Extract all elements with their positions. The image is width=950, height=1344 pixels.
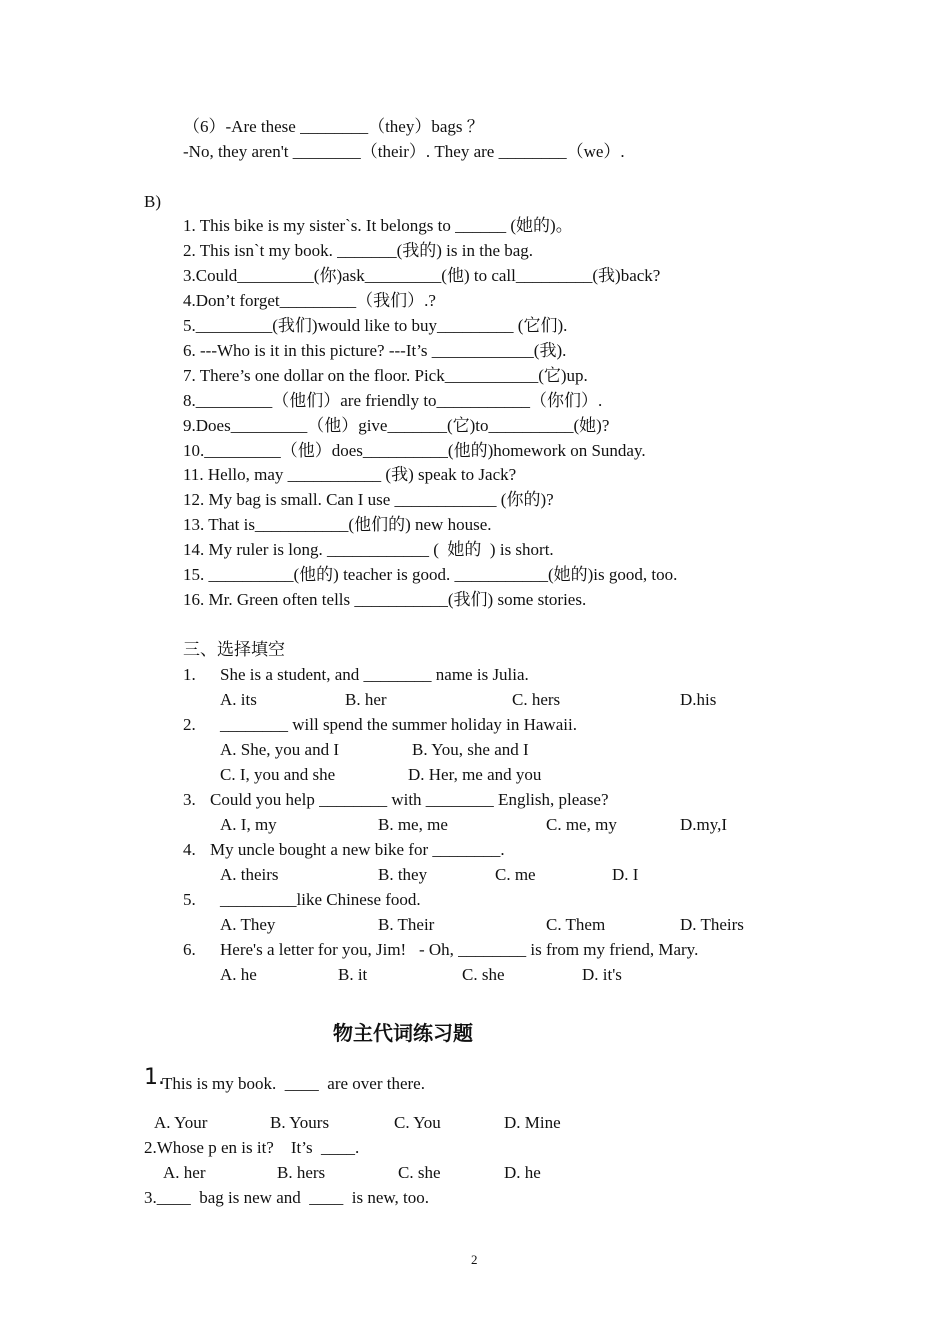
s3-q3-option-c: C. me, my xyxy=(546,815,617,834)
s3-q4-option-a: A. theirs xyxy=(220,865,279,884)
s3-q6-option-b: B. it xyxy=(338,965,368,984)
s3-q1-option-a: A. its xyxy=(220,690,257,709)
s3-q3-text: Could you help ________ with ________ English, please? xyxy=(210,790,609,809)
s4-q2-text: 2.Whose p en is it? It’s ____. xyxy=(144,1138,360,1157)
s3-q1-option-d: D.his xyxy=(680,690,717,709)
s3-q5-option-d: D. Theirs xyxy=(680,915,744,934)
s3-q4-option-d: D. I xyxy=(612,865,639,884)
part-b-item: 16. Mr. Green often tells ___________(我们) some stories. xyxy=(183,590,587,609)
s3-q6-text: Here's a letter for you, Jim! - Oh, ________ is from my friend, Mary. xyxy=(220,940,699,959)
part-b-item: 1. This bike is my sister`s. It belongs to ______ (她的)。 xyxy=(183,216,573,235)
s3-q1-number: 1. xyxy=(183,665,196,684)
s3-q3-option-a: A. I, my xyxy=(220,815,277,834)
s3-q6-option-c: C. she xyxy=(462,965,505,984)
part-b-item: 11. Hello, may ___________ (我) speak to Jack? xyxy=(183,465,517,484)
part-b-item: 8._________（他们）are friendly to___________（你们）. xyxy=(183,391,603,410)
s3-q5-option-b: B. Their xyxy=(378,915,435,934)
part-b-item: 3.Could_________(你)ask_________(他) to call_________(我)back? xyxy=(183,266,661,285)
section-3-heading: 三、选择填空 xyxy=(183,640,285,659)
s3-q6-option-a: A. he xyxy=(220,965,257,984)
s3-q1-option-b: B. her xyxy=(345,690,387,709)
part-b-item: 5._________(我们)would like to buy_________ (它们). xyxy=(183,316,568,335)
part-b-item: 7. There’s one dollar on the floor. Pick___________(它)up. xyxy=(183,366,588,385)
part-b-item: 10._________（他）does__________(他的)homework on Sunday. xyxy=(183,441,646,460)
s3-q1-text: She is a student, and ________ name is Julia. xyxy=(220,665,529,684)
part-b-heading: B) xyxy=(144,192,161,211)
s3-q5-option-c: C. Them xyxy=(546,915,606,934)
s4-q1-option-a: A. Your xyxy=(154,1113,208,1132)
part-b-item: 9.Does_________（他）give_______(它)to__________(她)? xyxy=(183,416,610,435)
s4-q2-option-b: B. hers xyxy=(277,1163,326,1182)
s3-q6-number: 6. xyxy=(183,940,196,959)
s3-q2-option-a: A. She, you and I xyxy=(220,740,339,759)
s3-q4-text: My uncle bought a new bike for ________. xyxy=(210,840,505,859)
s3-q5-number: 5. xyxy=(183,890,196,909)
page-number: 2 xyxy=(471,1252,478,1267)
s3-q3-option-b: B. me, me xyxy=(378,815,448,834)
part-b-item: 2. This isn`t my book. _______(我的) is in the bag. xyxy=(183,241,534,260)
s3-q3-number: 3. xyxy=(183,790,196,809)
s4-q1-number: 1. xyxy=(144,1065,165,1090)
part-b-item: 6. ---Who is it in this picture? ---It’s ____________(我). xyxy=(183,341,567,360)
s3-q6-option-d: D. it's xyxy=(582,965,622,984)
s3-q5-text: _________like Chinese food. xyxy=(220,890,421,909)
s3-q4-number: 4. xyxy=(183,840,196,859)
s3-q4-option-b: B. they xyxy=(378,865,428,884)
part-b-item: 4.Don’t forget_________（我们）.? xyxy=(183,291,436,310)
q6-line-1: （6）-Are these ________（they）bags ？ xyxy=(183,117,484,136)
s4-q1-option-b: B. Yours xyxy=(270,1113,330,1132)
s3-q4-option-c: C. me xyxy=(495,865,536,884)
s3-q2-number: 2. xyxy=(183,715,196,734)
s3-q5-option-a: A. They xyxy=(220,915,276,934)
part-b-item: 12. My bag is small. Can I use ____________ (你的)? xyxy=(183,490,554,509)
part-b-item: 13. That is___________(他们的) new house. xyxy=(183,515,492,534)
section-4-title: 物主代词练习题 xyxy=(333,1021,473,1045)
s4-q2-option-d: D. he xyxy=(504,1163,541,1182)
s4-q3-text: 3.____ bag is new and ____ is new, too. xyxy=(144,1188,430,1207)
part-b-item: 15. __________(他的) teacher is good. ___________(她的)is good, too. xyxy=(183,565,678,584)
s3-q2-option-c: C. I, you and she xyxy=(220,765,336,784)
s3-q3-option-d: D.my,I xyxy=(680,815,728,834)
s4-q1-option-c: C. You xyxy=(394,1113,441,1132)
s3-q2-option-b: B. You, she and I xyxy=(412,740,529,759)
part-b-item: 14. My ruler is long. ____________ ( 她的 ) is short. xyxy=(183,540,554,559)
s3-q2-option-d: D. Her, me and you xyxy=(408,765,542,784)
s4-q2-option-a: A. her xyxy=(163,1163,206,1182)
s4-q1-text: This is my book. ____ are over there. xyxy=(162,1074,425,1093)
s4-q2-option-c: C. she xyxy=(398,1163,441,1182)
s3-q1-option-c: C. hers xyxy=(512,690,561,709)
s4-q1-option-d: D. Mine xyxy=(504,1113,561,1132)
q6-line-2: -No, they aren't ________（their）. They are ________（we）. xyxy=(183,142,625,161)
s3-q2-text: ________ will spend the summer holiday in Hawaii. xyxy=(220,715,577,734)
